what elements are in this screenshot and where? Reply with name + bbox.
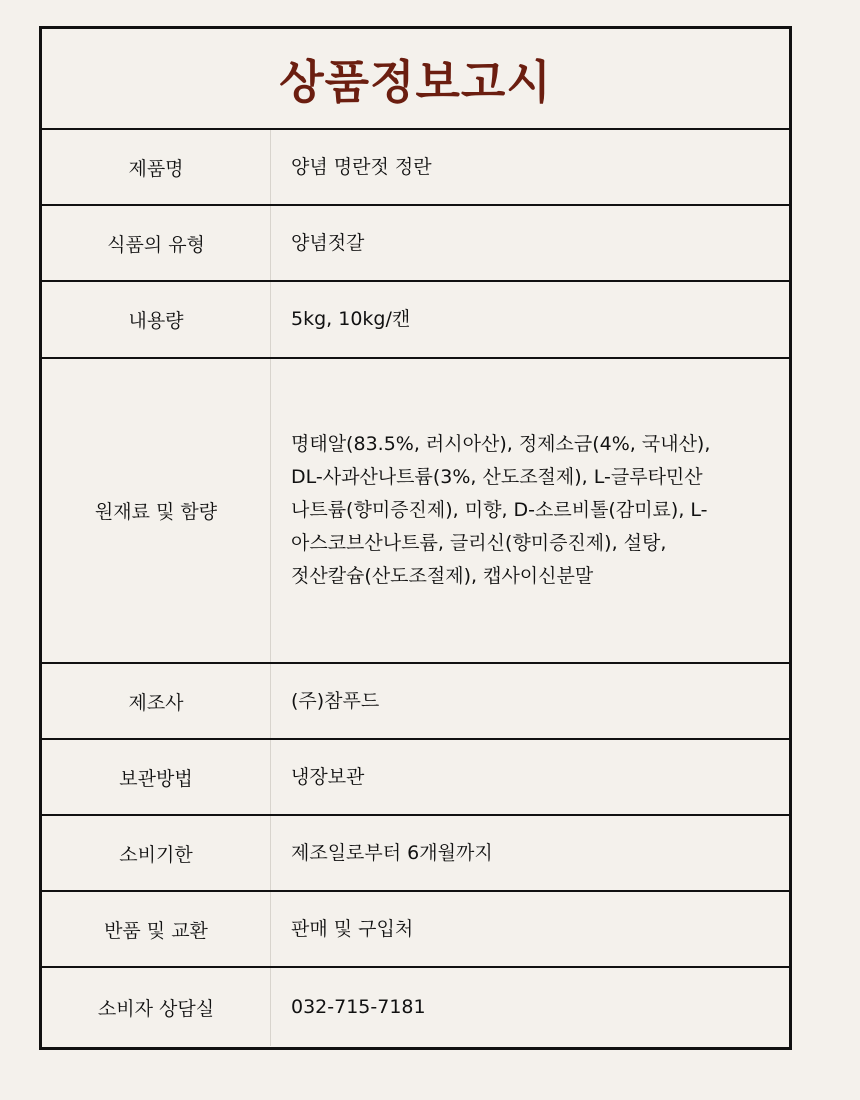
row-label: 소비자 상담실 [42, 968, 271, 1046]
ingredients-line: DL-사과산나트륨(3%, 산도조절제), L-글루타민산 [291, 466, 703, 488]
page-title: 상품정보고시 [279, 54, 552, 109]
row-label: 소비기한 [42, 816, 271, 890]
info-row-product-name [42, 130, 789, 206]
ingredients-line: 젓산칼슘(산도조절제), 캡사이신분말 [291, 565, 594, 587]
row-value: 냉장보관 [291, 765, 365, 788]
row-value: 판매 및 구입처 [291, 917, 414, 940]
row-label: 내용량 [42, 282, 271, 357]
row-label: 식품의 유형 [42, 206, 271, 280]
row-value: 양념 명란젓 정란 [291, 155, 432, 178]
title-row [42, 29, 789, 130]
info-row-food-type [42, 206, 789, 282]
phone-number: 032-715-7181 [291, 995, 426, 1018]
ingredients-value [271, 359, 789, 662]
info-row-returns [42, 892, 789, 968]
row-value: 제조일로부터 6개월까지 [291, 841, 493, 864]
info-row-expiry [42, 816, 789, 892]
info-row-consumer-center [42, 968, 789, 1046]
info-row-net-content [42, 282, 789, 359]
row-value: (주)참푸드 [291, 689, 380, 712]
row-label: 제조사 [42, 664, 271, 738]
ingredients-line: 나트륨(향미증진제), 미향, D-소르비톨(감미료), L- [291, 499, 708, 521]
row-value: 양념젓갈 [291, 231, 365, 254]
row-label: 반품 및 교환 [42, 892, 271, 966]
info-row-storage [42, 740, 789, 816]
ingredients-line: 명태알(83.5%, 러시아산), 정제소금(4%, 국내산), [291, 433, 711, 455]
row-value: 5kg, 10kg/캔 [291, 308, 411, 330]
product-info-sheet [39, 26, 792, 1050]
row-label: 제품명 [42, 130, 271, 204]
row-label: 원재료 및 함량 [42, 359, 271, 662]
info-row-ingredients [42, 359, 789, 664]
ingredients-line: 아스코브산나트륨, 글리신(향미증진제), 설탕, [291, 532, 667, 554]
info-row-manufacturer [42, 664, 789, 740]
row-label: 보관방법 [42, 740, 271, 814]
